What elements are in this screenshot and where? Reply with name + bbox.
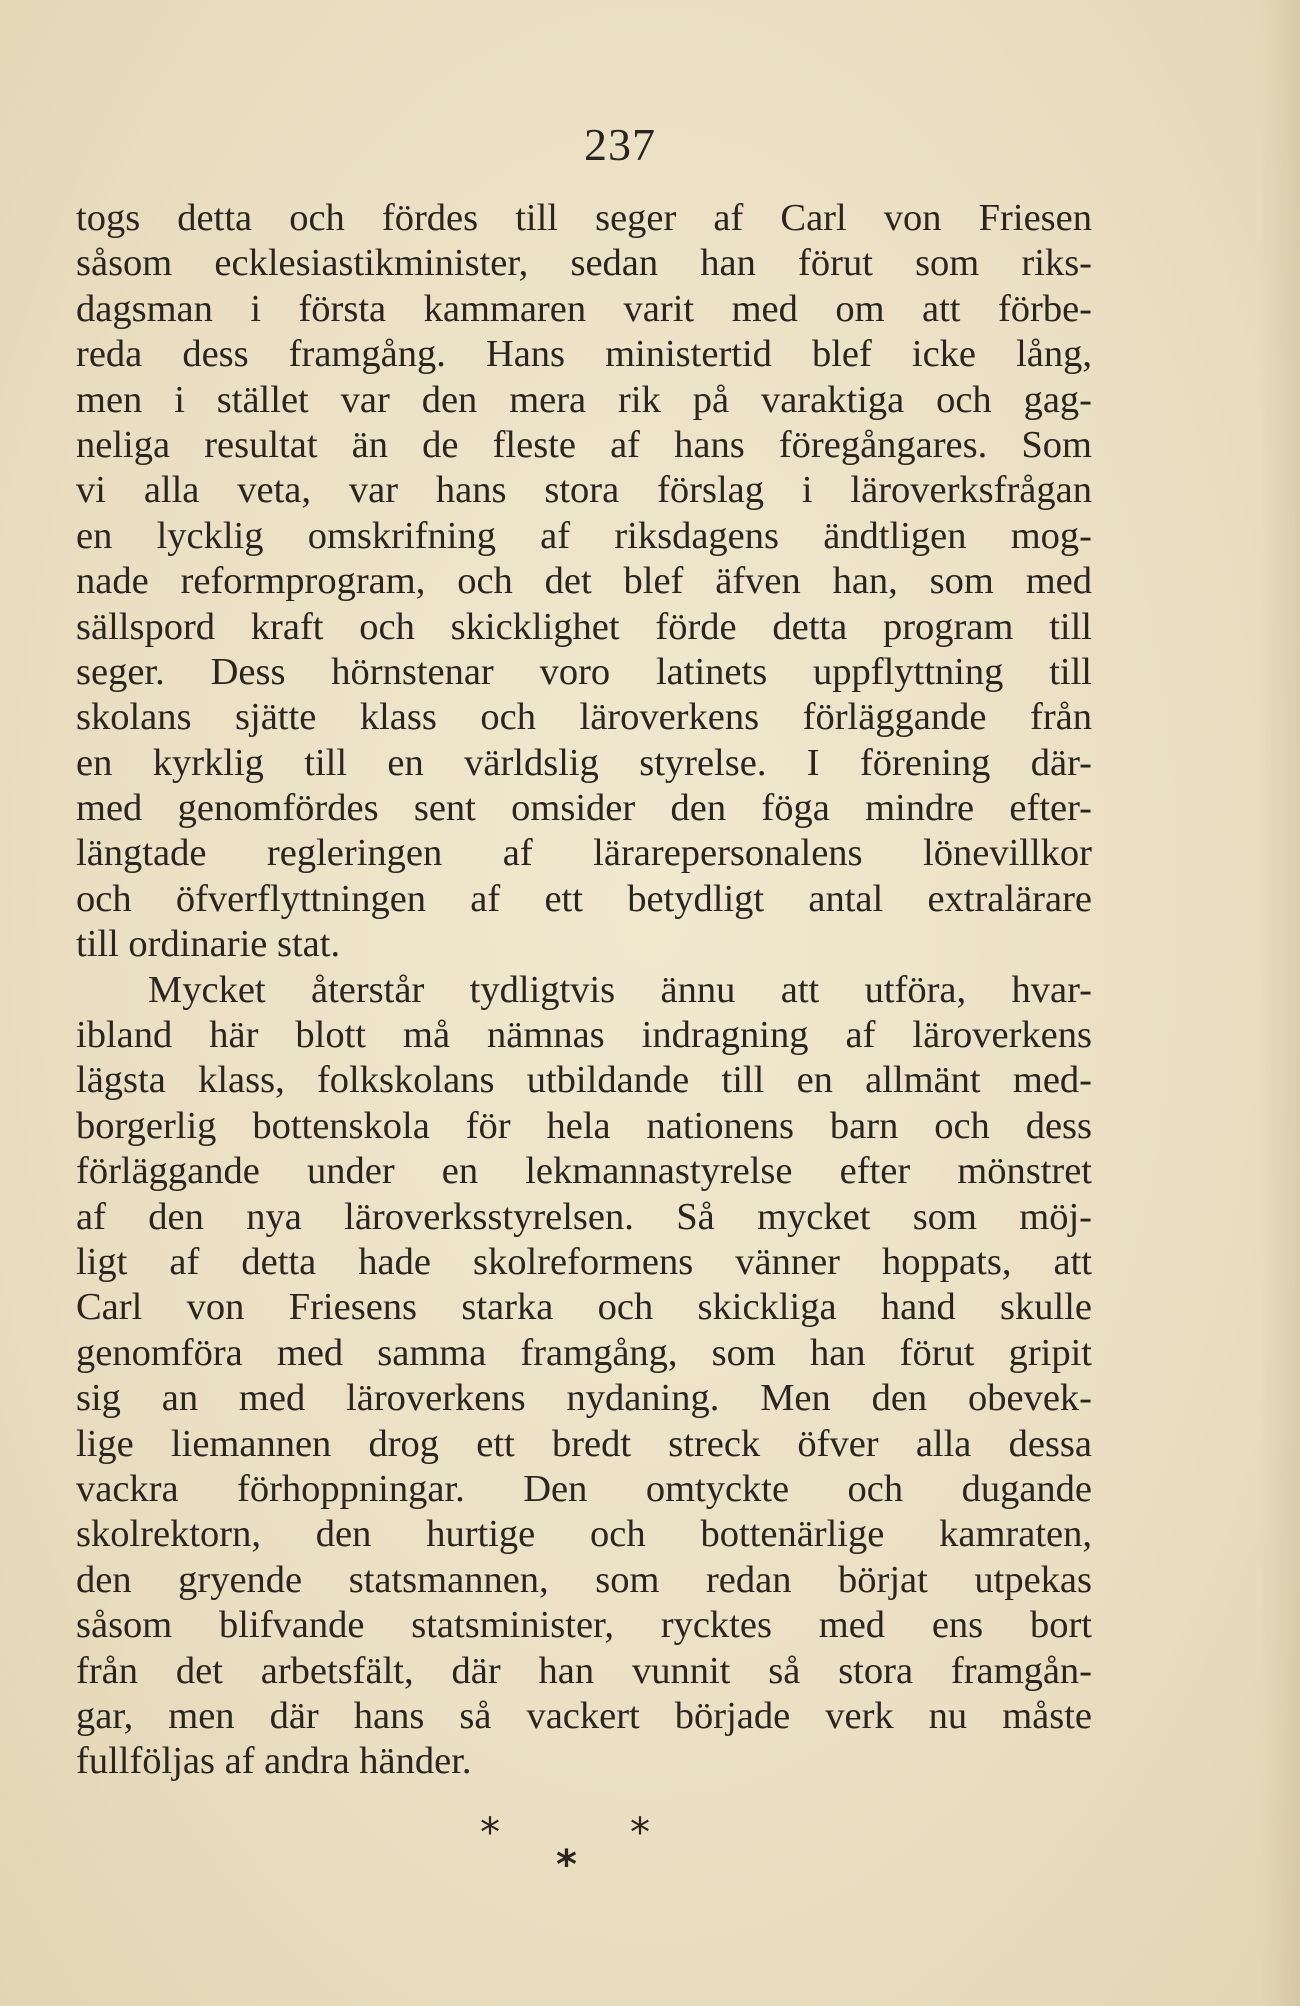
text-line: borgerlig bottenskola för hela nationens barn och dess <box>76 1104 1092 1147</box>
text-line: dagsman i första kammaren varit med om att förbe- <box>76 287 1092 330</box>
text-line: vackra förhoppningar. Den omtyckte och dugande <box>76 1467 1092 1510</box>
text-line: lägsta klass, folkskolans utbildande till en allmänt med- <box>76 1059 1092 1102</box>
text-line: såsom blifvande statsminister, rycktes med ens bort <box>76 1604 1092 1647</box>
text-line: till ordinarie stat. <box>76 923 341 966</box>
text-line: vi alla veta, var hans stora förslag i läroverksfrågan <box>76 469 1092 512</box>
text-line: ibland här blott må nämnas indragning af läroverkens <box>76 1014 1092 1057</box>
text-line: såsom ecklesiastikminister, sedan han förut som riks- <box>76 242 1092 285</box>
text-line: och öfverflyttningen af ett betydligt antal extralärare <box>76 877 1092 920</box>
text-line: neliga resultat än de fleste af hans föregångares. Som <box>76 423 1092 466</box>
text-line: nade reformprogram, och det blef äfven han, som med <box>76 560 1092 603</box>
body-text <box>76 196 1092 1785</box>
page-edge-shadow <box>1260 0 1300 2006</box>
text-line: sig an med läroverkens nydaning. Men den obevek- <box>76 1377 1092 1420</box>
text-line: längtade regleringen af lärarepersonalens lönevillkor <box>76 832 1092 875</box>
text-line: af den nya läroverksstyrelsen. Så mycket som möj- <box>76 1195 1092 1238</box>
text-line: den gryende statsmannen, som redan börjat utpekas <box>76 1558 1092 1601</box>
text-line: togs detta och fördes till seger af Carl von Friesen <box>76 197 1092 239</box>
text-line: förläggande under en lekmannastyrelse efter mönstret <box>76 1150 1092 1193</box>
text-line: en kyrklig till en världslig styrelse. I förening där- <box>76 741 1092 784</box>
page-number: 237 <box>584 119 656 170</box>
text-line: fullföljas af andra händer. <box>76 1740 472 1783</box>
text-line: genomföra med samma framgång, som han förut gripit <box>76 1331 1092 1374</box>
section-break-ornament <box>480 1810 700 1890</box>
text-line: gar, men där hans så vackert började verk nu måste <box>76 1694 1092 1737</box>
text-line: en lycklig omskrifning af riksdagens ändtligen mog- <box>76 514 1092 557</box>
text-line: sällspord kraft och skicklighet förde detta program till <box>76 605 1092 648</box>
text-line: skolans sjätte klass och läroverkens förläggande från <box>76 696 1092 739</box>
asterisk-center: * <box>556 1842 577 1888</box>
asterisk-left: * <box>480 1810 500 1856</box>
text-line: från det arbetsfält, där han vunnit så stora framgån- <box>76 1649 1092 1692</box>
text-line: men i stället var den mera rik på varaktiga och gag- <box>76 378 1092 421</box>
text-line: lige liemannen drog ett bredt streck öfver alla dessa <box>76 1422 1092 1465</box>
asterisk-right: * <box>630 1810 650 1856</box>
text-line: seger. Dess hörnstenar voro latinets uppflyttning till <box>76 650 1092 693</box>
text-line: med genomfördes sent omsider den föga mindre efter- <box>76 787 1092 830</box>
text-line: ligt af detta hade skolreformens vänner hoppats, att <box>76 1240 1092 1283</box>
text-line: Mycket återstår tydligtvis ännu att utföra, hvar- <box>148 968 1092 1011</box>
text-line: reda dess framgång. Hans ministertid blef icke lång, <box>76 333 1092 376</box>
text-line: skolrektorn, den hurtige och bottenärlige kamraten, <box>76 1513 1092 1556</box>
text-line: Carl von Friesens starka och skickliga hand skulle <box>76 1286 1092 1329</box>
